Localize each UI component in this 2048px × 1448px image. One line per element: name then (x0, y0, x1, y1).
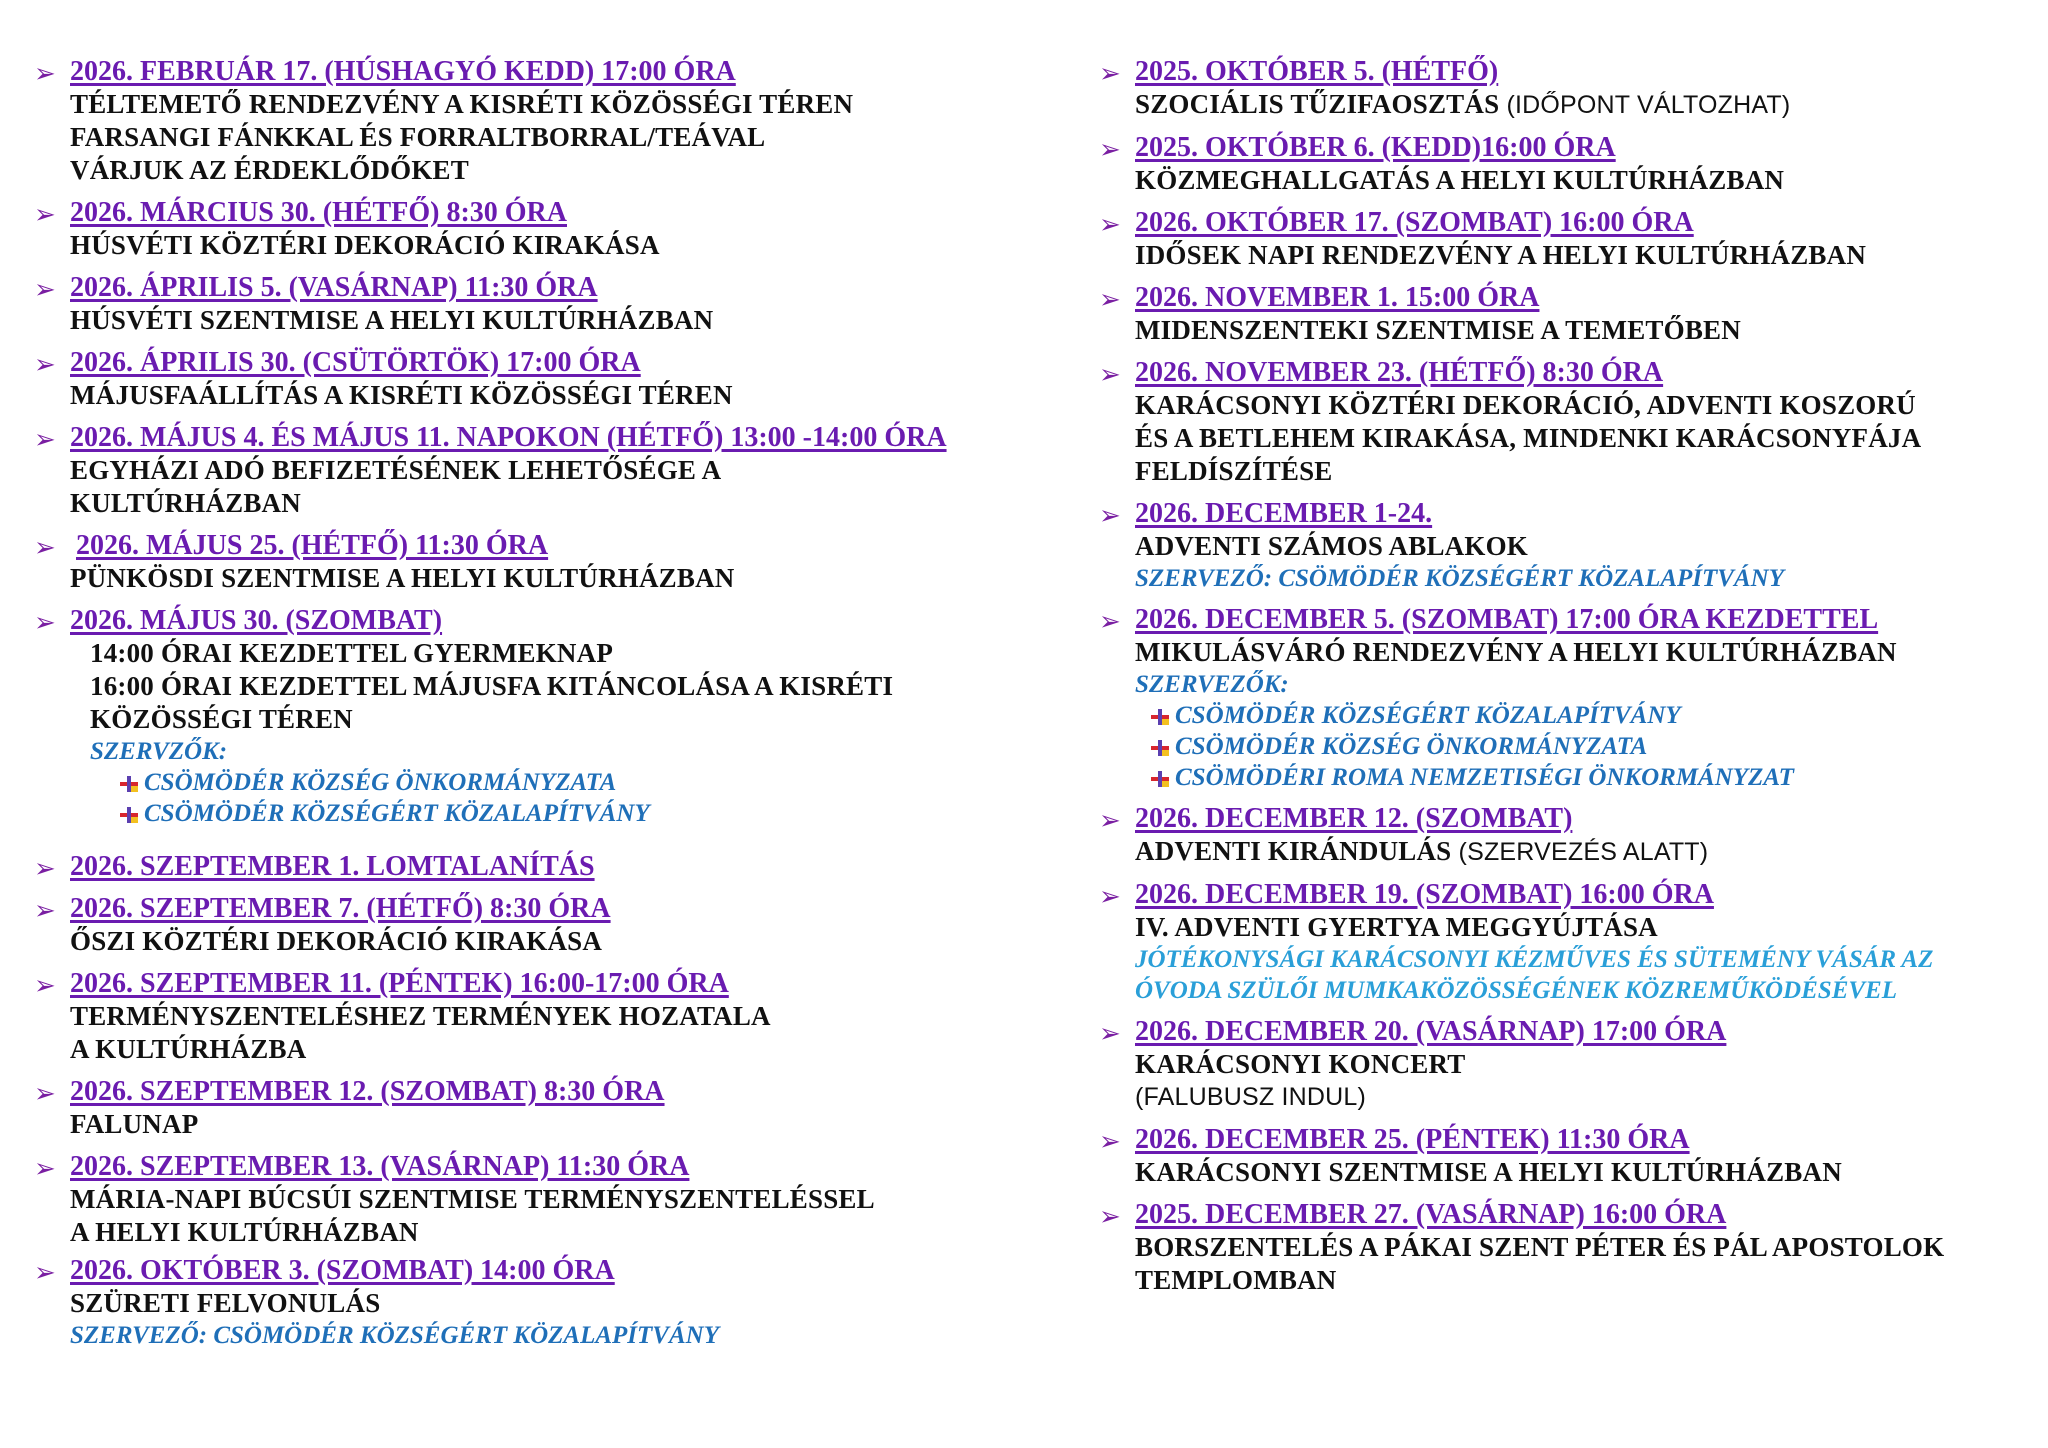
event-description: HÚSVÉTI KÖZTÉRI DEKORÁCIÓ KIRAKÁSA (70, 230, 660, 260)
event-description-note: (SZERVEZÉS ALATT) (1451, 838, 1709, 866)
left-column (30, 56, 1040, 1361)
event-date-link[interactable]: 2026. SZEPTEMBER 12. (SZOMBAT) 8:30 ÓRA (70, 1076, 665, 1107)
event-description: A KULTÚRHÁZBA (70, 1034, 307, 1064)
event-description (1135, 835, 2035, 869)
arrow-bullet-icon: ➢ (34, 854, 56, 884)
event-item (1095, 132, 2035, 197)
event-description: EGYHÁZI ADÓ BEFIZETÉSÉNEK LEHETŐSÉGE A (70, 455, 722, 485)
event-note: ÓVODA SZÜLŐI MUMKAKÖZÖSSÉGÉNEK KÖZREMŰKÖDÉSÉVEL (1135, 977, 1897, 1004)
event-item (1095, 1124, 2035, 1189)
organizer-item (120, 798, 1040, 829)
event-description-note: (IDŐPONT VÁLTOZHAT) (1499, 91, 1791, 119)
event-item (30, 272, 1040, 337)
arrow-bullet-icon: ➢ (1099, 285, 1121, 315)
event-date-link[interactable]: 2026. DECEMBER 12. (SZOMBAT) (1135, 803, 1573, 834)
organizer-item (1151, 762, 2035, 793)
arrow-bullet-icon: ➢ (34, 896, 56, 926)
arrow-bullet-icon: ➢ (1099, 806, 1121, 836)
event-date-link[interactable]: 2026. MÁJUS 30. (SZOMBAT) (70, 605, 443, 636)
event-description-bold: ADVENTI KIRÁNDULÁS (1135, 836, 1452, 866)
arrow-bullet-icon: ➢ (34, 1258, 56, 1288)
event-item (1095, 1016, 2035, 1114)
arrow-bullet-icon: ➢ (34, 608, 56, 638)
event-description: VÁRJUK AZ ÉRDEKLŐDŐKET (70, 155, 469, 185)
arrow-bullet-icon: ➢ (1099, 135, 1121, 165)
arrow-bullet-icon: ➢ (34, 425, 56, 455)
event-item (30, 422, 1040, 520)
arrow-bullet-icon: ➢ (1099, 210, 1121, 240)
arrow-bullet-icon: ➢ (34, 1154, 56, 1184)
organizer-item (1151, 731, 2035, 762)
event-description: HÚSVÉTI SZENTMISE A HELYI KULTÚRHÁZBAN (70, 305, 714, 335)
arrow-bullet-icon: ➢ (1099, 1127, 1121, 1157)
event-item (1095, 803, 2035, 869)
arrow-bullet-icon: ➢ (34, 350, 56, 380)
event-description: MIKULÁSVÁRÓ RENDEZVÉNY A HELYI KULTÚRHÁZBAN (1135, 637, 1897, 667)
event-date-link[interactable]: 2026. DECEMBER 1-24. (1135, 498, 1433, 529)
event-note: JÓTÉKONYSÁGI KARÁCSONYI KÉZMŰVES ÉS SÜTEMÉNY VÁSÁR AZ (1135, 946, 1934, 973)
event-item (30, 347, 1040, 412)
event-description: FELDÍSZÍTÉSE (1135, 456, 1333, 486)
event-item (30, 1255, 1040, 1351)
event-date-link[interactable]: 2026. DECEMBER 5. (SZOMBAT) 17:00 ÓRA KEZDETTEL (1135, 604, 1879, 635)
flag-bullet-icon (1151, 740, 1169, 756)
arrow-bullet-icon: ➢ (1099, 501, 1121, 531)
event-note: (FALUBUSZ INDUL) (1135, 1083, 1367, 1111)
flag-bullet-icon (120, 776, 138, 792)
organizer-item (1151, 700, 2035, 731)
organizer-name: CSÖMÖDÉR KÖZSÉGÉRT KÖZALAPÍTVÁNY (144, 800, 650, 827)
event-item (1095, 604, 2035, 793)
event-date-link[interactable]: 2025. DECEMBER 27. (VASÁRNAP) 16:00 ÓRA (1135, 1199, 1727, 1230)
organizer-name: CSÖMÖDÉRI ROMA NEMZETISÉGI ÖNKORMÁNYZAT (1175, 764, 1794, 791)
event-item (1095, 357, 2035, 488)
event-item (1095, 207, 2035, 272)
arrow-bullet-icon: ➢ (1099, 59, 1121, 89)
event-description: KARÁCSONYI KÖZTÉRI DEKORÁCIÓ, ADVENTI KOSZORÚ (1135, 390, 1916, 420)
flag-bullet-icon (120, 807, 138, 823)
event-item (30, 605, 1040, 829)
event-description: 16:00 ÓRAI KEZDETTEL MÁJUSFA KITÁNCOLÁSA A KISRÉTI (90, 671, 894, 701)
event-date-link[interactable]: 2026. NOVEMBER 1. 15:00 ÓRA (1135, 282, 1540, 313)
event-item (30, 1151, 1040, 1249)
organizer-name: CSÖMÖDÉR KÖZSÉGÉRT KÖZALAPÍTVÁNY (1175, 702, 1681, 729)
event-description: KÖZMEGHALLGATÁS A HELYI KULTÚRHÁZBAN (1135, 165, 1785, 195)
arrow-bullet-icon: ➢ (34, 971, 56, 1001)
event-item (1095, 879, 2035, 1006)
arrow-bullet-icon: ➢ (34, 533, 56, 563)
arrow-bullet-icon: ➢ (34, 200, 56, 230)
event-description: SZÜRETI FELVONULÁS (70, 1288, 381, 1318)
arrow-bullet-icon: ➢ (34, 275, 56, 305)
event-description: BORSZENTELÉS A PÁKAI SZENT PÉTER ÉS PÁL APOSTOLOK (1135, 1232, 1945, 1262)
event-description: KARÁCSONYI KONCERT (1135, 1049, 1466, 1079)
event-item (30, 1076, 1040, 1141)
organizers-label: SZERVEZŐK: (1135, 671, 1289, 698)
event-date-link[interactable]: 2026. FEBRUÁR 17. (HÚSHAGYÓ KEDD) 17:00 ÓRA (70, 56, 736, 87)
arrow-bullet-icon: ➢ (1099, 360, 1121, 390)
event-description: MIDENSZENTEKI SZENTMISE A TEMETŐBEN (1135, 315, 1741, 345)
arrow-bullet-icon: ➢ (1099, 882, 1121, 912)
event-item (30, 851, 1040, 883)
event-item (30, 197, 1040, 262)
event-description-bold: SZOCIÁLIS TŰZIFAOSZTÁS (1135, 89, 1500, 119)
arrow-bullet-icon: ➢ (1099, 607, 1121, 637)
event-description: TEMPLOMBAN (1135, 1265, 1337, 1295)
organizer-list (1135, 700, 2035, 793)
event-description: KULTÚRHÁZBAN (70, 488, 301, 518)
arrow-bullet-icon: ➢ (34, 59, 56, 89)
event-date-link[interactable]: 2026. OKTÓBER 17. (SZOMBAT) 16:00 ÓRA (1135, 207, 1694, 238)
arrow-bullet-icon: ➢ (1099, 1202, 1121, 1232)
flag-bullet-icon (1151, 771, 1169, 787)
event-item (1095, 282, 2035, 347)
event-description: IV. ADVENTI GYERTYA MEGGYÚJTÁSA (1135, 912, 1658, 942)
event-description: ADVENTI SZÁMOS ABLAKOK (1135, 531, 1528, 561)
event-description: KARÁCSONYI SZENTMISE A HELYI KULTÚRHÁZBAN (1135, 1157, 1842, 1187)
organizer-name: CSÖMÖDÉR KÖZSÉG ÖNKORMÁNYZATA (1175, 733, 1648, 760)
event-item (1095, 498, 2035, 594)
event-description: KÖZÖSSÉGI TÉREN (90, 704, 353, 734)
event-date-link[interactable]: 2026. DECEMBER 19. (SZOMBAT) 16:00 ÓRA (1135, 879, 1714, 910)
event-item (1095, 56, 2035, 122)
event-description: FALUNAP (70, 1109, 199, 1139)
flag-bullet-icon (1151, 709, 1169, 725)
event-date-link[interactable]: 2025. OKTÓBER 6. (KEDD)16:00 ÓRA (1135, 132, 1616, 163)
event-date-link[interactable]: 2026. MÁRCIUS 30. (HÉTFŐ) 8:30 ÓRA (70, 197, 567, 228)
organizers-label: SZERVZŐK: (90, 738, 228, 765)
event-date-link[interactable]: 2026. MÁJUS 25. (HÉTFŐ) 11:30 ÓRA (76, 530, 549, 561)
event-item (1095, 1199, 2035, 1297)
event-date-link[interactable]: 2026. NOVEMBER 23. (HÉTFŐ) 8:30 ÓRA (1135, 357, 1664, 388)
event-description: TERMÉNYSZENTELÉSHEZ TERMÉNYEK HOZATALA (70, 1001, 771, 1031)
event-date-link[interactable]: 2026. OKTÓBER 3. (SZOMBAT) 14:00 ÓRA (70, 1255, 615, 1286)
event-date-link[interactable]: 2026. SZEPTEMBER 1. LOMTALANÍTÁS (70, 851, 595, 882)
event-date-link[interactable]: 2026. MÁJUS 4. ÉS MÁJUS 11. NAPOKON (HÉTFŐ) 13:00 -14:00 ÓRA (70, 422, 947, 453)
event-date-link[interactable]: 2026. SZEPTEMBER 11. (PÉNTEK) 16:00-17:00 ÓRA (70, 968, 729, 999)
event-item (30, 56, 1040, 187)
event-description: ŐSZI KÖZTÉRI DEKORÁCIÓ KIRAKÁSA (70, 926, 603, 956)
event-description (1135, 88, 2035, 122)
event-description: MÁJUSFAÁLLÍTÁS A KISRÉTI KÖZÖSSÉGI TÉREN (70, 380, 733, 410)
event-description: A HELYI KULTÚRHÁZBAN (70, 1217, 419, 1247)
event-date-link[interactable]: 2026. SZEPTEMBER 13. (VASÁRNAP) 11:30 ÓRA (70, 1151, 690, 1182)
event-date-link[interactable]: 2025. OKTÓBER 5. (HÉTFŐ) (1135, 56, 1499, 87)
event-item (30, 530, 1040, 595)
event-description: IDŐSEK NAPI RENDEZVÉNY A HELYI KULTÚRHÁZBAN (1135, 240, 1867, 270)
organizer-note: SZERVEZŐ: CSÖMÖDÉR KÖZSÉGÉRT KÖZALAPÍTVÁNY (1135, 565, 1784, 592)
event-date-link[interactable]: 2026. ÁPRILIS 5. (VASÁRNAP) 11:30 ÓRA (70, 272, 598, 303)
event-item (30, 893, 1040, 958)
event-description: TÉLTEMETŐ RENDEZVÉNY A KISRÉTI KÖZÖSSÉGI TÉREN (70, 89, 854, 119)
event-date-link[interactable]: 2026. DECEMBER 20. (VASÁRNAP) 17:00 ÓRA (1135, 1016, 1727, 1047)
right-column (1095, 56, 2035, 1307)
event-description: FARSANGI FÁNKKAL ÉS FORRALTBORRAL/TEÁVAL (70, 122, 766, 152)
event-date-link[interactable]: 2026. DECEMBER 25. (PÉNTEK) 11:30 ÓRA (1135, 1124, 1690, 1155)
arrow-bullet-icon: ➢ (34, 1079, 56, 1109)
arrow-bullet-icon: ➢ (1099, 1019, 1121, 1049)
event-date-link[interactable]: 2026. SZEPTEMBER 7. (HÉTFŐ) 8:30 ÓRA (70, 893, 611, 924)
event-description: PÜNKÖSDI SZENTMISE A HELYI KULTÚRHÁZBAN (70, 563, 735, 593)
organizer-name: CSÖMÖDÉR KÖZSÉG ÖNKORMÁNYZATA (144, 769, 617, 796)
event-description: 14:00 ÓRAI KEZDETTEL GYERMEKNAP (90, 638, 614, 668)
event-item (30, 968, 1040, 1066)
event-date-link[interactable]: 2026. ÁPRILIS 30. (CSÜTÖRTÖK) 17:00 ÓRA (70, 347, 641, 378)
organizer-note: SZERVEZŐ: CSÖMÖDÉR KÖZSÉGÉRT KÖZALAPÍTVÁNY (70, 1322, 719, 1349)
organizer-item (120, 767, 1040, 798)
event-description: ÉS A BETLEHEM KIRAKÁSA, MINDENKI KARÁCSONYFÁJA (1135, 423, 1922, 453)
organizer-list (70, 767, 1040, 829)
event-description: MÁRIA-NAPI BÚCSÚI SZENTMISE TERMÉNYSZENTELÉSSEL (70, 1184, 875, 1214)
